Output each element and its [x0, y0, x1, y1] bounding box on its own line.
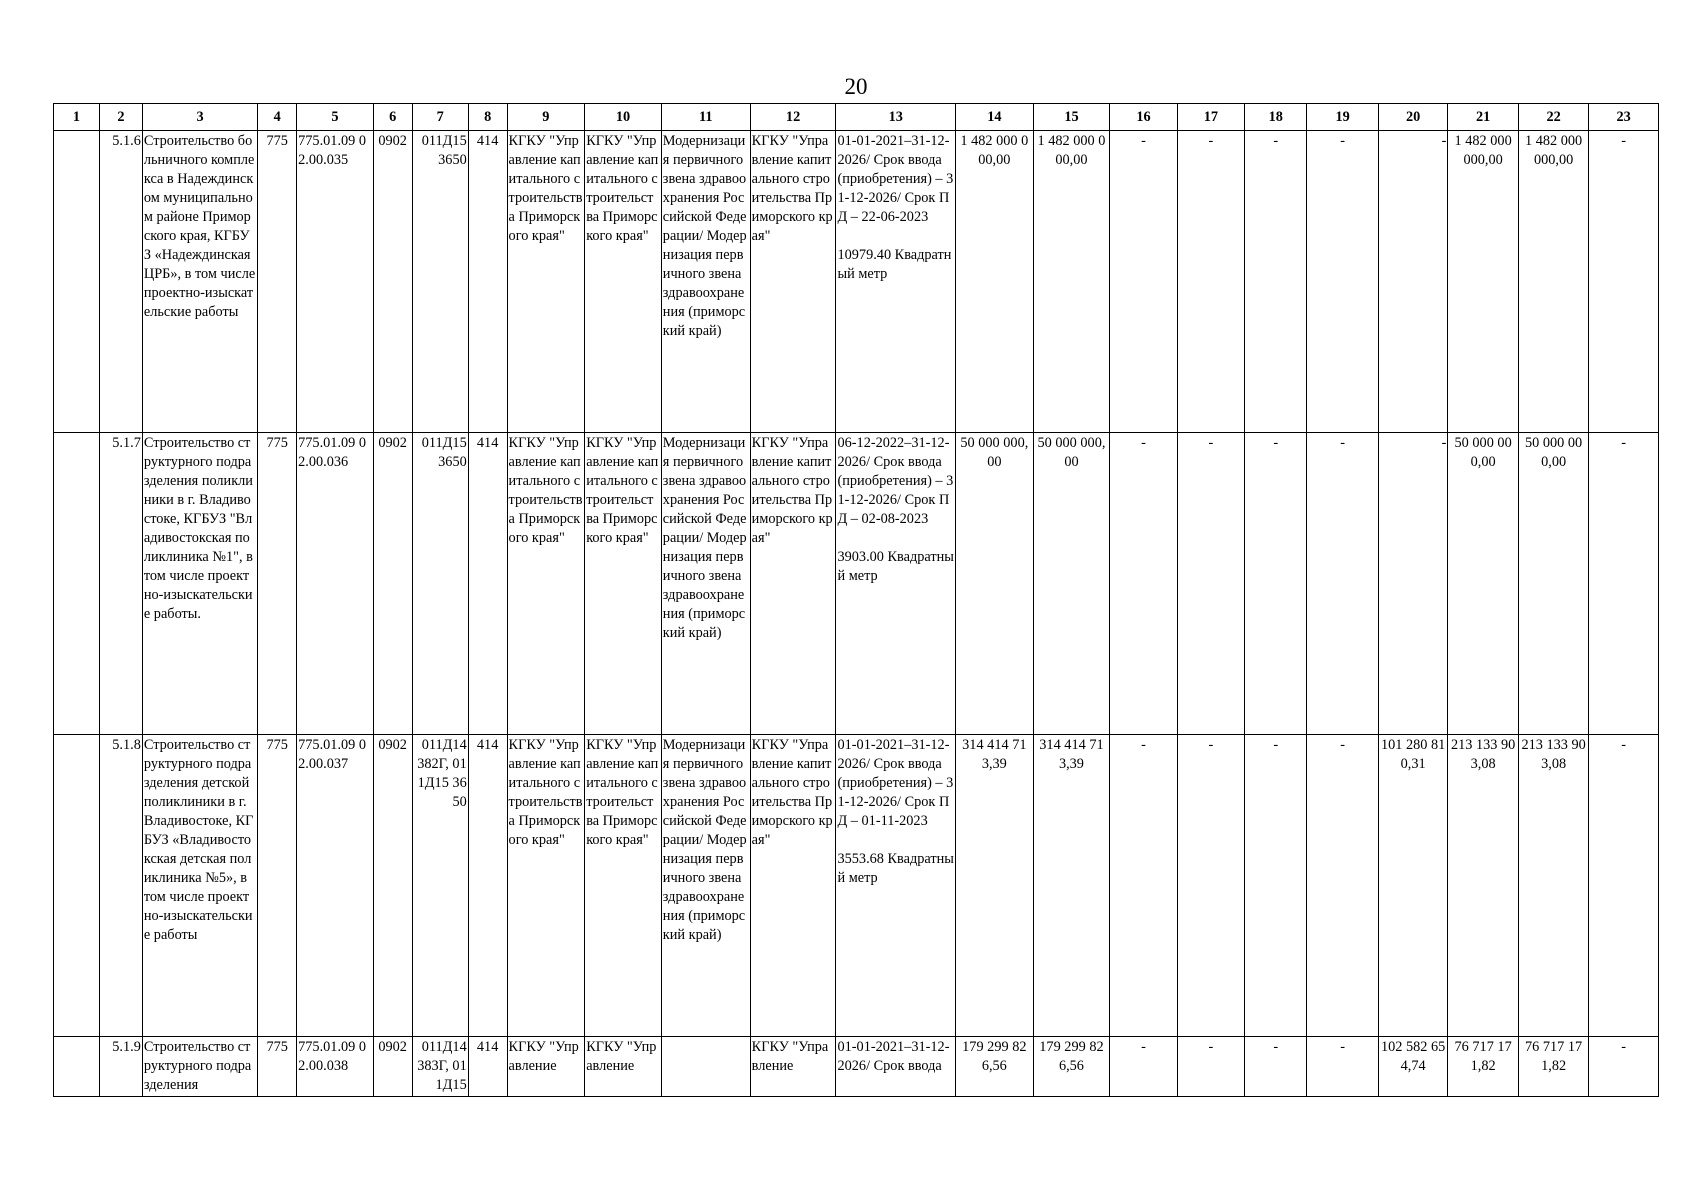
cell-col10: КГКУ "Управление капитального строительства Приморского края"	[585, 433, 662, 735]
cell-col4: 775	[258, 131, 297, 433]
cell-col14: 1 482 000 000,00	[956, 131, 1034, 433]
cell-col17: -	[1177, 131, 1244, 433]
cell-item-number: 5.1.7	[99, 433, 142, 735]
cell-col9: КГКУ "Управление капитального строительства Приморского края"	[507, 131, 585, 433]
cell-col12: КГКУ "Управление капитального строительства Приморского края"	[750, 433, 836, 735]
cell-col7: 011Д14 382Г, 011Д15 3650	[412, 735, 468, 1037]
header-cell: 22	[1518, 104, 1588, 131]
cell-col16: -	[1110, 1037, 1177, 1097]
cell-col22: 213 133 903,08	[1518, 735, 1588, 1037]
cell-col15: 50 000 000,00	[1033, 433, 1110, 735]
header-cell: 4	[258, 104, 297, 131]
cell-col1	[54, 1037, 100, 1097]
cell-col18: -	[1245, 433, 1307, 735]
cell-col4: 775	[258, 433, 297, 735]
cell-col12: КГКУ "Управление капитального строительства Приморского края"	[750, 735, 836, 1037]
header-row	[54, 104, 1659, 131]
header-cell: 23	[1589, 104, 1659, 131]
cell-col5: 775.01.09 02.00.038	[297, 1037, 374, 1097]
cell-col17: -	[1177, 1037, 1244, 1097]
cell-col15: 179 299 826,56	[1033, 1037, 1110, 1097]
header-cell: 14	[956, 104, 1034, 131]
cell-col22: 50 000 000,00	[1518, 433, 1588, 735]
cell-col9: КГКУ "Управление капитального строительства Приморского края"	[507, 735, 585, 1037]
cell-col18: -	[1245, 131, 1307, 433]
cell-col6: 0902	[373, 1037, 412, 1097]
cell-col23: -	[1589, 131, 1659, 433]
page-number: 20	[844, 74, 868, 99]
cell-col14: 50 000 000,00	[956, 433, 1034, 735]
cell-col17: -	[1177, 735, 1244, 1037]
cell-col19: -	[1307, 1037, 1379, 1097]
cell-col19: -	[1307, 131, 1379, 433]
cell-item-number: 5.1.8	[99, 735, 142, 1037]
header-cell: 15	[1033, 104, 1110, 131]
cell-col21: 213 133 903,08	[1448, 735, 1518, 1037]
cell-col1	[54, 131, 100, 433]
cell-col12: КГКУ "Управление	[750, 1037, 836, 1097]
cell-col17: -	[1177, 433, 1244, 735]
cell-col1	[54, 433, 100, 735]
table-row	[54, 131, 1659, 433]
cell-col15: 1 482 000 000,00	[1033, 131, 1110, 433]
table-row	[54, 433, 1659, 735]
cell-col13: 01-01-2021–31-12-2026/ Срок ввода (приобретения) – 31-12-2026/ Срок ПД – 22-06-2023 10979.40 Квадратный метр	[836, 131, 956, 433]
cell-col20: 102 582 654,74	[1378, 1037, 1447, 1097]
header-cell: 5	[297, 104, 374, 131]
header-cell: 12	[750, 104, 836, 131]
cell-col13: 01-01-2021–31-12-2026/ Срок ввода	[836, 1037, 956, 1097]
cell-col8: 414	[468, 433, 507, 735]
cell-col14: 179 299 826,56	[956, 1037, 1034, 1097]
cell-col22: 76 717 171,82	[1518, 1037, 1588, 1097]
header-cell: 17	[1177, 104, 1244, 131]
cell-col23: -	[1589, 433, 1659, 735]
cell-item-number: 5.1.9	[99, 1037, 142, 1097]
header-cell: 6	[373, 104, 412, 131]
cell-col6: 0902	[373, 131, 412, 433]
cell-col11: Модернизация первичного звена здравоохранения Российской Федерации/ Модернизация первичного звена здравоохранения (приморский край)	[661, 131, 750, 433]
header-cell: 8	[468, 104, 507, 131]
cell-col19: -	[1307, 735, 1379, 1037]
cell-col5: 775.01.09 02.00.036	[297, 433, 374, 735]
cell-col6: 0902	[373, 735, 412, 1037]
header-cell: 19	[1307, 104, 1379, 131]
cell-col5: 775.01.09 02.00.037	[297, 735, 374, 1037]
cell-object-name: Строительство больничного комплекса в Надеждинском муниципальном районе Приморского края, КГБУЗ «Надеждинская ЦРБ», в том числе проектно-изыскательские работы	[142, 131, 257, 433]
cell-col11	[661, 1037, 750, 1097]
table-row	[54, 1037, 1659, 1097]
cell-col11: Модернизация первичного звена здравоохранения Российской Федерации/ Модернизация первичного звена здравоохранения (приморский край)	[661, 735, 750, 1037]
cell-object-name: Строительство структурного подразделения детской поликлиники в г. Владивостоке, КГБУЗ «Владивостокская детская поликлиника №5», в том числе проектно-изыскательские работы	[142, 735, 257, 1037]
cell-col18: -	[1245, 1037, 1307, 1097]
cell-col13: 01-01-2021–31-12-2026/ Срок ввода (приобретения) – 31-12-2026/ Срок ПД – 01-11-2023 3553.68 Квадратный метр	[836, 735, 956, 1037]
cell-col8: 414	[468, 735, 507, 1037]
cell-col6: 0902	[373, 433, 412, 735]
cell-object-name: Строительство структурного подразделения	[142, 1037, 257, 1097]
cell-col7: 011Д15 3650	[412, 433, 468, 735]
header-cell: 2	[99, 104, 142, 131]
table-row	[54, 735, 1659, 1037]
cell-object-name: Строительство структурного подразделения поликлиники в г. Владивостоке, КГБУЗ "Владивостокская поликлиника №1", в том числе проектно-изыскательские работы.	[142, 433, 257, 735]
cell-col9: КГКУ "Управление капитального строительства Приморского края"	[507, 433, 585, 735]
header-cell: 3	[142, 104, 257, 131]
cell-col20: -	[1378, 131, 1447, 433]
cell-col1	[54, 735, 100, 1037]
cell-col19: -	[1307, 433, 1379, 735]
cell-col21: 76 717 171,82	[1448, 1037, 1518, 1097]
budget-table	[53, 103, 1659, 1097]
cell-item-number: 5.1.6	[99, 131, 142, 433]
cell-col12: КГКУ "Управление капитального строительства Приморского края"	[750, 131, 836, 433]
cell-col10: КГКУ "Управление капитального строительства Приморского края"	[585, 131, 662, 433]
cell-col14: 314 414 713,39	[956, 735, 1034, 1037]
header-cell: 20	[1378, 104, 1447, 131]
cell-col5: 775.01.09 02.00.035	[297, 131, 374, 433]
cell-col15: 314 414 713,39	[1033, 735, 1110, 1037]
cell-col22: 1 482 000 000,00	[1518, 131, 1588, 433]
cell-col4: 775	[258, 1037, 297, 1097]
cell-col21: 50 000 000,00	[1448, 433, 1518, 735]
cell-col23: -	[1589, 1037, 1659, 1097]
header-cell: 18	[1245, 104, 1307, 131]
cell-col8: 414	[468, 1037, 507, 1097]
cell-col20: 101 280 810,31	[1378, 735, 1447, 1037]
header-cell: 9	[507, 104, 585, 131]
cell-col10: КГКУ "Управление капитального строительства Приморского края"	[585, 735, 662, 1037]
cell-col8: 414	[468, 131, 507, 433]
cell-col4: 775	[258, 735, 297, 1037]
cell-col21: 1 482 000 000,00	[1448, 131, 1518, 433]
cell-col16: -	[1110, 735, 1177, 1037]
header-cell: 11	[661, 104, 750, 131]
cell-col10: КГКУ "Управление	[585, 1037, 662, 1097]
header-cell: 1	[54, 104, 100, 131]
cell-col20: -	[1378, 433, 1447, 735]
cell-col16: -	[1110, 131, 1177, 433]
header-cell: 21	[1448, 104, 1518, 131]
header-cell: 7	[412, 104, 468, 131]
cell-col11: Модернизация первичного звена здравоохранения Российской Федерации/ Модернизация первичного звена здравоохранения (приморский край)	[661, 433, 750, 735]
header-cell: 16	[1110, 104, 1177, 131]
cell-col7: 011Д15 3650	[412, 131, 468, 433]
cell-col7: 011Д14 383Г, 011Д15	[412, 1037, 468, 1097]
cell-col9: КГКУ "Управление	[507, 1037, 585, 1097]
cell-col13: 06-12-2022–31-12-2026/ Срок ввода (приобретения) – 31-12-2026/ Срок ПД – 02-08-2023 3903.00 Квадратный метр	[836, 433, 956, 735]
header-cell: 10	[585, 104, 662, 131]
cell-col18: -	[1245, 735, 1307, 1037]
header-cell: 13	[836, 104, 956, 131]
cell-col23: -	[1589, 735, 1659, 1037]
cell-col16: -	[1110, 433, 1177, 735]
